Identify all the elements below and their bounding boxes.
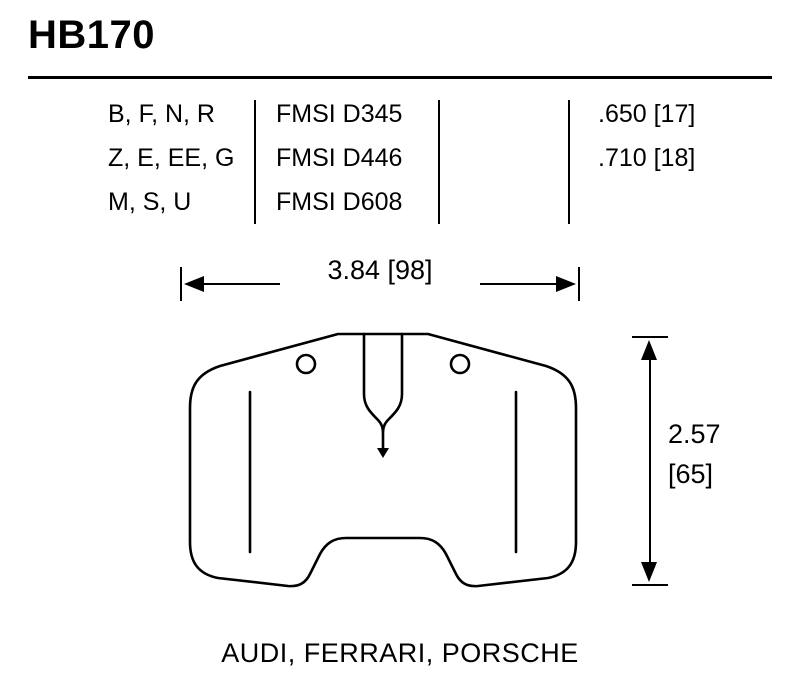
fmsi-row: FMSI D446 (276, 144, 403, 172)
compound-code-column (108, 92, 258, 232)
column-divider (568, 100, 570, 224)
thickness-column (598, 92, 788, 232)
spec-table (28, 92, 772, 232)
height-dimension-label (668, 414, 788, 494)
height-dimension-label-mm: [65] (668, 459, 714, 489)
arrow-right-icon (556, 276, 576, 292)
width-dimension-label: 3.84 [98] (280, 255, 480, 285)
fmsi-row: FMSI D608 (276, 188, 403, 216)
fmsi-column (276, 92, 466, 232)
page-title: HB170 (28, 13, 156, 57)
arrow-left-icon (184, 276, 204, 292)
brake-pad-drawing (178, 330, 588, 592)
vehicle-applications: AUDI, FERRARI, PORSCHE (221, 638, 579, 668)
header-divider (28, 76, 772, 79)
arrow-up-icon (641, 340, 657, 360)
compound-code-row: B, F, N, R (108, 100, 215, 128)
compound-code-row: M, S, U (108, 188, 192, 216)
fmsi-row: FMSI D345 (276, 100, 403, 128)
arrow-down-icon (641, 562, 657, 582)
brake-pad-outline-icon (178, 330, 588, 592)
extension-line-bottom (632, 584, 668, 586)
extension-line-top (632, 336, 668, 338)
thickness-row: .650 [17] (598, 100, 696, 128)
height-dimension-label-inches: 2.57 (668, 419, 721, 449)
width-dimension (180, 255, 580, 313)
dimension-line (649, 352, 651, 570)
compound-code-row: Z, E, EE, G (108, 144, 235, 172)
thickness-row: .710 [18] (598, 144, 696, 172)
extension-line-right (578, 267, 580, 301)
height-dimension (620, 336, 721, 586)
extension-line-left (180, 267, 182, 301)
